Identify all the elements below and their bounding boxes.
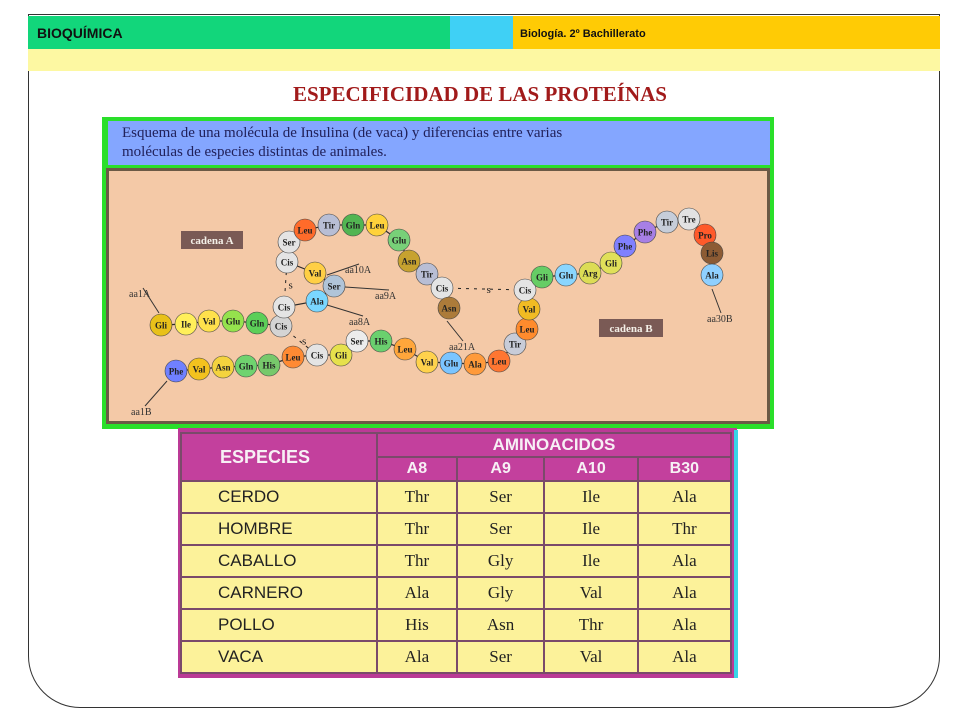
residue-label: Gln <box>249 318 265 329</box>
header-a10: A10 <box>544 457 637 481</box>
residue-label: Tir <box>322 220 336 231</box>
residue-label: Asn <box>441 303 457 314</box>
header-especies: ESPECIES <box>181 433 377 481</box>
amino-cell: Ala <box>377 577 457 609</box>
residue-label: Gli <box>604 258 618 269</box>
disulfide-bridge <box>442 288 525 290</box>
table-row <box>181 641 731 673</box>
residue-label: Glu <box>443 358 459 369</box>
residue-label: Leu <box>491 356 507 367</box>
residue-label: Cis <box>280 257 294 268</box>
header-a9: A9 <box>457 457 545 481</box>
residue-label: Ala <box>705 270 719 281</box>
caption-line-2: moléculas de especies distintas de animales. <box>122 144 387 160</box>
residue-label: Tir <box>420 269 434 280</box>
residue-label: Pro <box>698 230 712 241</box>
residue-label: Gli <box>154 320 168 331</box>
header-aminoacidos: AMINOACIDOS <box>377 433 731 457</box>
residue-label: Ile <box>181 319 191 330</box>
residue-label: His <box>374 336 388 347</box>
annotation-label: aa1A <box>129 289 151 300</box>
scheme-diagram <box>106 168 770 424</box>
bridge-label: s <box>288 279 293 292</box>
header-a8: A8 <box>377 457 457 481</box>
residue-label: Leu <box>285 352 301 363</box>
residue-label: Tre <box>682 214 696 225</box>
amino-cell: Asn <box>457 609 545 641</box>
annotation-label: aa1B <box>131 407 152 418</box>
residue-label: Glu <box>558 270 574 281</box>
residue-label: Phe <box>637 227 653 238</box>
residue-label: Val <box>192 364 206 375</box>
residue-label: Cis <box>274 321 288 332</box>
species-name: CERDO <box>181 481 377 513</box>
residue-label: Ala <box>468 359 482 370</box>
amino-cell: Ala <box>377 641 457 673</box>
amino-cell: Gly <box>457 577 545 609</box>
residue-label: Lis <box>705 248 719 259</box>
amino-cell: Ser <box>457 481 545 513</box>
header-strip <box>28 49 940 71</box>
header-title: BIOQUÍMICA <box>37 25 123 41</box>
residue-label: Tir <box>508 339 522 350</box>
residue-label: Cis <box>435 283 449 294</box>
residue-label: Val <box>202 316 216 327</box>
residue-label: Val <box>522 304 536 315</box>
residue-label: Cis <box>277 302 291 313</box>
insulin-diagram <box>109 171 767 421</box>
chain-a-label: cadena A <box>190 235 234 247</box>
residue-label: His <box>262 360 276 371</box>
species-name: CARNERO <box>181 577 377 609</box>
annotation-label: aa10A <box>345 265 372 276</box>
residue-label: Asn <box>401 256 417 267</box>
residue-label: Gln <box>345 220 361 231</box>
residue-label: Gln <box>238 361 254 372</box>
residue-label: Leu <box>297 225 313 236</box>
amino-cell: Ala <box>638 609 731 641</box>
species-name: VACA <box>181 641 377 673</box>
residue-label: Leu <box>519 324 535 335</box>
residue-label: Ser <box>282 237 296 248</box>
amino-cell: Ala <box>638 481 731 513</box>
residue-label: Glu <box>391 235 407 246</box>
chain-b-label: cadena B <box>609 323 653 335</box>
residue-label: Val <box>420 357 434 368</box>
annotation-label: aa30B <box>707 314 733 325</box>
amino-cell: Ser <box>457 641 545 673</box>
species-name: CABALLO <box>181 545 377 577</box>
residue-label: Phe <box>617 241 633 252</box>
amino-cell: Thr <box>638 513 731 545</box>
residue-label: Leu <box>369 220 385 231</box>
annotation-arrow <box>712 289 721 313</box>
table-row <box>181 577 731 609</box>
amino-cell: Ala <box>638 577 731 609</box>
table-row <box>181 609 731 641</box>
annotation-arrow <box>145 381 167 406</box>
amino-cell: Thr <box>377 481 457 513</box>
amino-cell: Ala <box>638 545 731 577</box>
residue-label: Cis <box>518 285 532 296</box>
species-name: HOMBRE <box>181 513 377 545</box>
annotation-label: aa8A <box>349 317 371 328</box>
amino-cell: His <box>377 609 457 641</box>
residue-label: Phe <box>168 366 184 377</box>
annotation-arrow <box>447 321 463 341</box>
page-title: ESPECIFICIDAD DE LAS PROTEÍNAS <box>293 82 667 106</box>
caption-line-1: Esquema de una molécula de Insulina (de vaca) y diferencias entre varias <box>122 125 563 141</box>
amino-cell: Ala <box>638 641 731 673</box>
header-b30: B30 <box>638 457 731 481</box>
bridge-label: s <box>302 335 307 348</box>
amino-cell: Val <box>544 577 637 609</box>
residue-label: Ser <box>327 281 341 292</box>
residue-label: Ser <box>350 336 364 347</box>
residue-label: Gli <box>334 350 348 361</box>
table-row <box>181 481 731 513</box>
residue-label: Leu <box>397 344 413 355</box>
insulin-scheme <box>102 117 774 429</box>
amino-cell: Thr <box>377 545 457 577</box>
annotation-arrow <box>327 305 363 316</box>
amino-cell: Ile <box>544 513 637 545</box>
header-bar-cyan <box>450 16 513 49</box>
table-edge-decoration <box>734 430 738 678</box>
annotation-label: aa9A <box>375 291 397 302</box>
residue-label: Val <box>308 268 322 279</box>
amino-cell: Thr <box>544 609 637 641</box>
amino-cell: Ile <box>544 481 637 513</box>
species-name: POLLO <box>181 609 377 641</box>
amino-cell: Gly <box>457 545 545 577</box>
amino-cell: Val <box>544 641 637 673</box>
amino-cell: Thr <box>377 513 457 545</box>
annotation-arrow <box>345 287 389 290</box>
table-row <box>181 513 731 545</box>
species-table <box>180 432 732 674</box>
amino-cell: Ile <box>544 545 637 577</box>
residue-label: Gli <box>535 272 549 283</box>
bridge-label: s <box>486 284 491 296</box>
residue-label: Ala <box>310 296 324 307</box>
residue-label: Cis <box>310 350 324 361</box>
header-course: Biología. 2º Bachillerato <box>520 28 646 40</box>
amino-cell: Ser <box>457 513 545 545</box>
residue-label: Glu <box>225 316 241 327</box>
residue-label: Tir <box>660 217 674 228</box>
residue-label: Asn <box>215 362 231 373</box>
residue-label: Arg <box>582 268 598 279</box>
table-row <box>181 545 731 577</box>
scheme-caption <box>108 121 770 165</box>
annotation-label: aa21A <box>449 342 476 353</box>
